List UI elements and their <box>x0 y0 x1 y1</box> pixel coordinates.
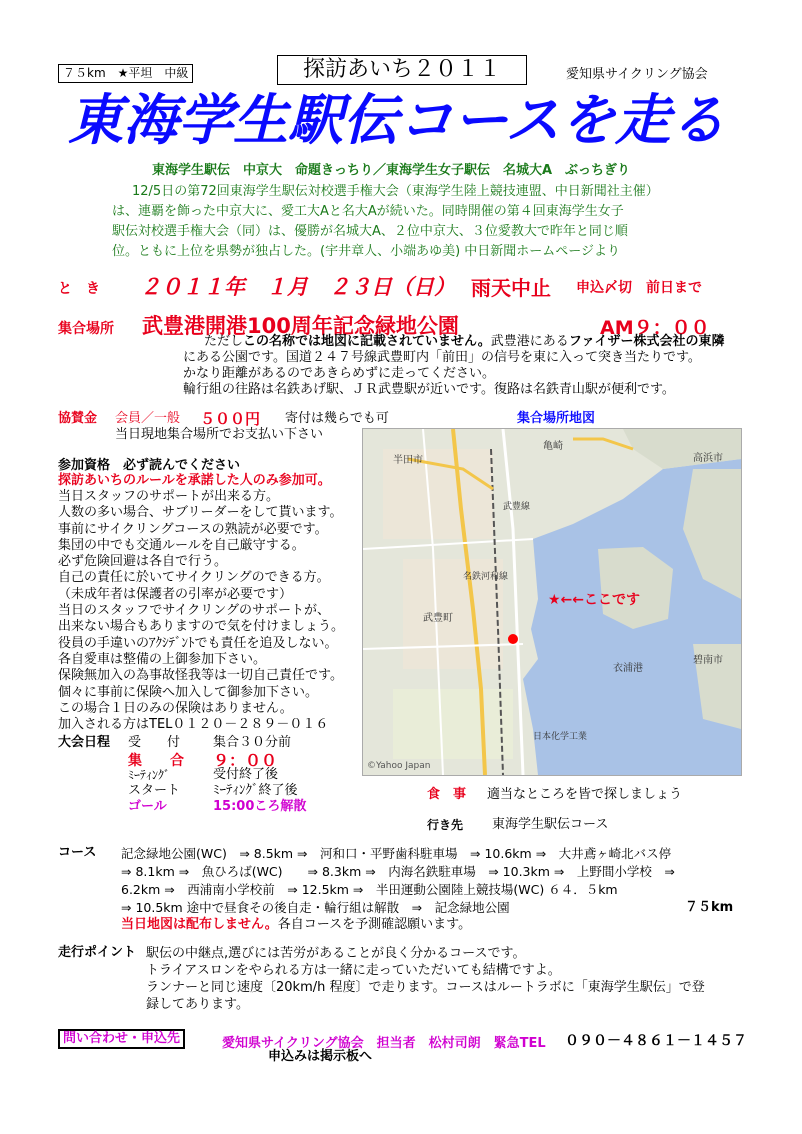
fee-label: 協賛金 <box>58 411 98 426</box>
map-credit: ©Yahoo Japan <box>367 761 431 771</box>
contact-phone: ０９０－４８６１－１４５７ <box>565 1033 747 1049</box>
eligibility-item: 事前にサイクリングコースの熟読が必要です。 <box>58 521 328 537</box>
course-line: ⇒ 8.1km ⇒ 魚ひろば(WC) ⇒ 8.3km ⇒ 内海名鉄駐車場 ⇒ 10.3km ⇒ 上野間小学校 ⇒ <box>121 864 675 879</box>
news-body <box>112 182 659 262</box>
contact-apply: 申込みは掲示板へ <box>268 1049 373 1064</box>
meeting-note-4: 輪行組の往路は名鉄あげ駅、ＪＲ武豊駅が近いです。復路は名鉄青山駅が便利です。 <box>183 382 675 397</box>
schedule-val: 受付終了後 <box>213 767 279 782</box>
points-item: 駅伝の中継点,選びには苦労があることが良く分かるコースです。 <box>146 946 526 961</box>
meeting-note-text: 武豊港にある <box>490 334 569 349</box>
schedule-key: 集 合 <box>128 753 184 769</box>
when-label: と き <box>58 281 100 297</box>
map-marker: ★←←ここです <box>548 592 641 608</box>
schedule-key: 受 付 <box>128 735 181 750</box>
course-line: ⇒ 10.5km 途中で昼食その後自走・輪行組は解散 ⇒ 記念緑地公園 <box>121 900 510 915</box>
points-item: ランナーと同じ速度〔20km/h 程度〕で走ります。コースはルートラボに「東海学生駅伝」で登 <box>146 980 705 995</box>
eligibility-item: 個々に事前に保険へ加入して御参加下さい。 <box>58 684 319 700</box>
course-route <box>121 845 675 917</box>
points-item: 録してあります。 <box>146 997 249 1012</box>
meeting-time: AM９：００ <box>600 317 710 339</box>
course-line: 6.2km ⇒ 西浦南小学校前 ⇒ 12.5km ⇒ 半田運動公園陸上競技場(WC) ６４．５km <box>121 882 618 897</box>
series-title: 探訪あいち２０１１ <box>277 55 527 85</box>
meeting-note-text: ただし <box>204 334 244 349</box>
schedule-val: 15:00ころ解散 <box>213 799 307 814</box>
news-headline: 東海学生駅伝 中京大 命題きっちり／東海学生女子駅伝 名城大A ぶっちぎり <box>152 163 631 178</box>
map-label: 碧南市 <box>693 655 723 666</box>
map-label: 半田市 <box>393 455 423 466</box>
meeting-note-1 <box>204 334 725 350</box>
rain-cancel: 雨天中止 <box>471 276 551 300</box>
eligibility-item: 役員の手違いのｱｸｼﾃﾞﾝﾄでも責任を追及しない。 <box>58 635 338 651</box>
course-line: 記念緑地公園(WC) ⇒ 8.5km ⇒ 河和口・平野歯科駐車場 ⇒ 10.6km ⇒ 大井鳶ヶ崎北バス停 <box>121 846 672 861</box>
fee-note: 寄付は幾らでも可 <box>285 411 389 426</box>
course-map-note-red: 当日地図は配布しません。 <box>121 917 278 932</box>
organizer: 愛知県サイクリング協会 <box>566 67 708 82</box>
meeting-note-3: かなり距離があるのであきらめずに走ってください。 <box>183 366 496 381</box>
map-label: 名鉄河和線 <box>463 572 509 582</box>
news-line: 位。ともに上位を県勢が独占した。(宇井章人、小端あゆ美) 中日新聞ホームページより <box>112 244 621 259</box>
course-total: ７５km <box>685 900 734 915</box>
deadline: 申込〆切 前日まで <box>576 280 702 296</box>
event-date: ２０１１年 １月 ２３日（日） <box>140 275 455 299</box>
points-label: 走行ポイント <box>58 945 137 960</box>
contact-text: 愛知県サイクリング協会 担当者 松村司朗 緊急TEL <box>222 1036 546 1051</box>
map-label: 亀崎 <box>543 441 563 452</box>
course-tag: ７５km ★平坦 中級 <box>58 64 193 83</box>
meeting-place: 武豊港開港100周年記念緑地公園 <box>142 314 459 338</box>
eligibility-item: 人数の多い場合、サブリーダーをして貰います。 <box>58 505 343 521</box>
fee-pay: 当日現地集合場所でお支払い下さい <box>115 427 324 442</box>
destination: 東海学生駅伝コース <box>492 817 609 832</box>
main-title: 東海学生駅伝コースを走る <box>68 88 726 152</box>
news-line: は、連覇を飾った中京大に、愛工大Aと名大Aが続いた。同時開催の第４回東海学生女子 <box>112 204 624 219</box>
map-label: 日本化学工業 <box>533 732 588 742</box>
eligibility-list <box>58 489 344 733</box>
contact-label: 問い合わせ・申込先 <box>58 1029 185 1049</box>
meeting-note-bold: この名称では地図に記載されていません。 <box>243 334 491 349</box>
map-label: 武豊町 <box>423 613 453 624</box>
meal-label: 食 事 <box>427 787 467 802</box>
meeting-note-2: にある公園です。国道２４７号線武豊町内「前田」の信号を東に入って突き当たりです。 <box>183 350 701 365</box>
map-label: 衣浦港 <box>613 663 643 674</box>
news-line: 駅伝対校選手権大会（同）は、優勝が名城大A、２位中京大、３位愛教大で昨年と同じ順 <box>112 224 628 239</box>
meeting-note-bold: ファイザー株式会社の東隣 <box>568 334 725 349</box>
map-label: 高浜市 <box>693 453 723 464</box>
fee-price: ５００円 <box>200 410 261 428</box>
eligibility-title: 参加資格 必ず読んでください <box>58 458 241 473</box>
meal-text: 適当なところを皆で探しましょう <box>487 787 683 802</box>
eligibility-item: （未成年者は保護者の引率が必要です） <box>58 586 293 602</box>
meeting-label: 集合場所 <box>58 321 114 337</box>
course-label: コース <box>58 845 97 860</box>
schedule-label: 大会日程 <box>58 735 111 750</box>
eligibility-item: 出来ない場合もありますので気を付けましょう。 <box>58 619 345 635</box>
eligibility-item: この場合１日のみの保険はありません。 <box>58 700 293 716</box>
map-label: 武豊線 <box>503 502 531 512</box>
schedule-key: スタート <box>128 783 181 798</box>
eligibility-item: 保険無加入の為事故怪我等は一切自己責任です。 <box>58 668 343 684</box>
map-title: 集合場所地図 <box>517 411 596 426</box>
schedule-key: ゴール <box>128 799 167 814</box>
schedule-val: ﾐｰﾃｨﾝｸﾞ終了後 <box>213 783 298 798</box>
eligibility-item: 集団の中でも交通ルールを自己厳守する。 <box>58 537 305 553</box>
news-line: 12/5日の第72回東海学生駅伝対校選手権大会（東海学生陸上競技連盟、中日新聞社主催） <box>132 184 659 199</box>
course-map-note-text: 各自コースを予測確認願います。 <box>277 917 472 932</box>
eligibility-item: 当日スタッフのサポートが出来る方。 <box>58 489 280 504</box>
eligibility-item: 各自愛車は整備の上御参加下さい。 <box>58 651 267 667</box>
eligibility-item: 自己の責任に於いてサイクリングのできる方。 <box>58 570 330 586</box>
points-item: トライアスロンをやられる方は一緒に走っていただいても結構ですよ。 <box>146 963 561 978</box>
fee-member: 会員／一般 <box>115 411 181 426</box>
schedule-val: ９：００ <box>213 751 278 770</box>
eligibility-rule: 探訪あいちのルールを承諾した人のみ参加可。 <box>58 473 331 488</box>
schedule-key: ﾐｰﾃｨﾝｸﾞ <box>128 768 171 782</box>
schedule-val: 集合３０分前 <box>213 735 292 750</box>
meeting-map[interactable] <box>362 428 742 776</box>
points-list <box>146 945 705 1013</box>
course-map-note <box>121 917 471 933</box>
eligibility-item: 当日のスタッフでサイクリングのサポートが、 <box>58 603 330 619</box>
eligibility-item: 加入される方はTEL０１２０－２８９－０１６ <box>58 717 329 733</box>
eligibility-item: 必ず危険回避は各自で行う。 <box>58 554 228 570</box>
destination-label: 行き先 <box>427 818 464 832</box>
